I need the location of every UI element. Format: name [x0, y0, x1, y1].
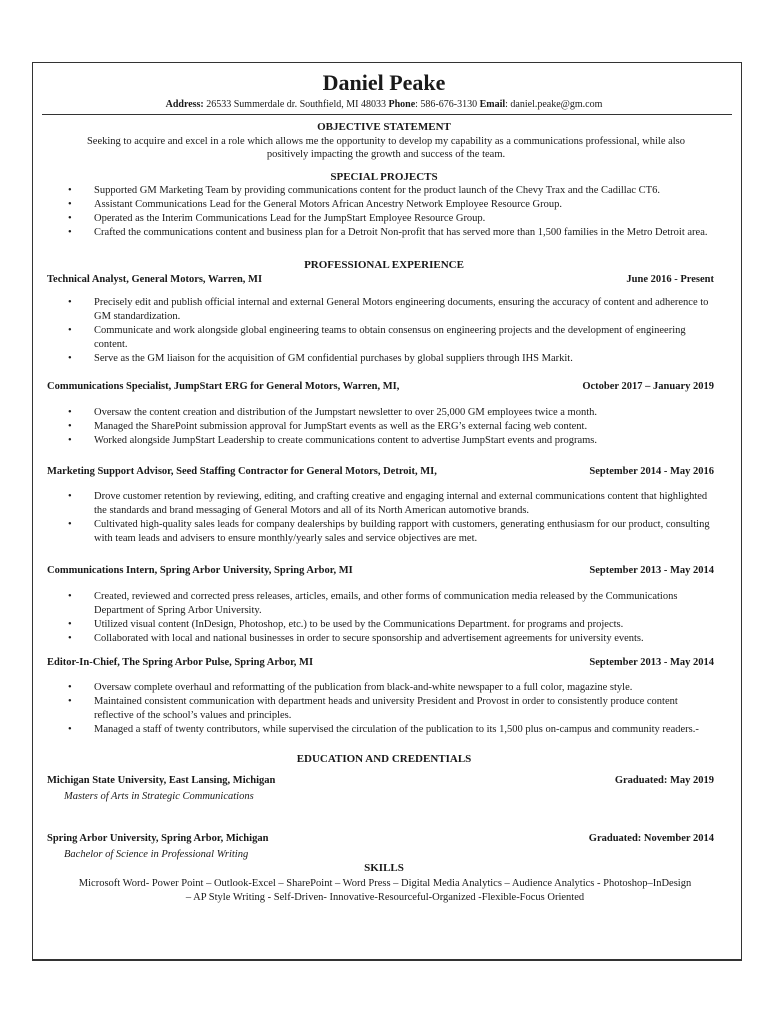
- job-title: Editor-In-Chief, The Spring Arbor Pulse, Spring Arbor, MI: [47, 657, 314, 668]
- school-name: Spring Arbor University, Spring Arbor, Michigan: [47, 833, 269, 844]
- job-title: Communications Specialist, JumpStart ERG for General Motors, Warren, MI,: [47, 381, 400, 392]
- email-label: Email: [479, 99, 506, 110]
- graduation-date: Graduated: November 2014: [588, 833, 714, 844]
- job-duties: [68, 296, 713, 366]
- graduation-date: Graduated: May 2019: [614, 775, 714, 786]
- list-item: • Cultivated high-quality sales leads for company dealerships by building rapport with customers, generating enthusiasm for our product, consulting with team leads and advisers to ensure monthly/yearly sales and service objectives are met.: [68, 518, 713, 546]
- list-item: • Precisely edit and publish official internal and external General Motors engineering documents, ensuring the accuracy of content and adherence to GM standardization.: [68, 296, 713, 324]
- candidate-name: Daniel Peake: [322, 70, 446, 95]
- school-name: Michigan State University, East Lansing, Michigan: [47, 775, 276, 786]
- education-heading: EDUCATION AND CREDENTIALS: [296, 753, 472, 765]
- list-item: • Communicate and work alongside global engineering teams to obtain consensus on engineering projects and the development of engineering content.: [68, 324, 713, 352]
- degree: Masters of Arts in Strategic Communications: [64, 791, 254, 802]
- experience-heading: PROFESSIONAL EXPERIENCE: [304, 259, 464, 271]
- contact-line: [0, 99, 768, 110]
- list-item: • Oversaw complete overhaul and reformatting of the publication from black-and-white newspaper to a full color, magazine style.: [68, 681, 713, 695]
- job-dates: September 2013 - May 2014: [589, 657, 714, 668]
- objective-line-1: Seeking to acquire and excel in a role which allows me the opportunity to develop my capability as a communications professional, while also: [86, 136, 686, 147]
- list-item: • Operated as the Interim Communications Lead for the JumpStart Employee Resource Group.: [68, 212, 713, 226]
- objective-line-2: positively impacting the growth and success of the team.: [266, 149, 506, 160]
- list-item: • Collaborated with local and national businesses in order to secure sponsorship and advertisement agreements for university events.: [68, 632, 713, 646]
- skills-line-1: Microsoft Word- Power Point – Outlook-Excel – SharePoint – Word Press – Digital Media Analytics – Audience Analytics - Photoshop–InDesign: [78, 878, 692, 889]
- projects-heading: SPECIAL PROJECTS: [330, 171, 438, 183]
- list-item: • Oversaw the content creation and distribution of the Jumpstart newsletter to over 25,000 GM employees twice a month.: [68, 406, 713, 420]
- page-shadow-line: [32, 960, 742, 961]
- job-title: Communications Intern, Spring Arbor University, Spring Arbor, MI: [47, 565, 353, 576]
- objective-heading: OBJECTIVE STATEMENT: [317, 121, 451, 133]
- job-title: Technical Analyst, General Motors, Warren, MI: [47, 274, 263, 285]
- list-item: • Managed the SharePoint submission approval for JumpStart events as well as the ERG’s external facing web content.: [68, 420, 713, 434]
- list-item: • Worked alongside JumpStart Leadership to create communications content to advertise JumpStart events and programs.: [68, 434, 713, 448]
- list-item: • Created, reviewed and corrected press releases, articles, emails, and other forms of communication media released by the Communications Department of Spring Arbor University.: [68, 590, 713, 618]
- phone-value: : 586-676-3130: [415, 99, 478, 110]
- job-title: Marketing Support Advisor, Seed Staffing Contractor for General Motors, Detroit, MI,: [47, 466, 437, 477]
- list-item: • Drove customer retention by reviewing, editing, and crafting creative and engaging internal and external communications content that highlighted the standards and brand messaging of General Motors and all of its North American automotive brands.: [68, 490, 713, 518]
- job-duties: [68, 490, 713, 546]
- list-item: • Managed a staff of twenty contributors, while supervised the circulation of the publication to its 1,500 plus on-campus and community readers.-: [68, 723, 713, 737]
- objective-text: [55, 135, 717, 161]
- job-dates: June 2016 - Present: [626, 274, 714, 285]
- job-duties: [68, 590, 713, 646]
- phone-label: Phone: [388, 99, 416, 110]
- projects-list: [68, 184, 713, 240]
- degree: Bachelor of Science in Professional Writing: [64, 849, 249, 860]
- list-item: • Assistant Communications Lead for the General Motors African Ancestry Network Employee Resource Group.: [68, 198, 713, 212]
- address-value: 26533 Summerdale dr. Southfield, MI 48033: [206, 99, 386, 110]
- skills-text: [45, 877, 725, 905]
- skills-line-2: – AP Style Writing - Self-Driven- Innovative-Resourceful-Organized -Flexible-Focus Oriented: [185, 892, 585, 903]
- email-value: : daniel.peake@gm.com: [505, 99, 603, 110]
- list-item: • Crafted the communications content and business plan for a Detroit Non-profit that has served more than 1,500 families in the Metro Detroit area.: [68, 226, 713, 240]
- list-item: • Serve as the GM liaison for the acquisition of GM confidential purchases by global suppliers through IHS Markit.: [68, 352, 713, 366]
- job-duties: [68, 406, 713, 448]
- job-dates: October 2017 – January 2019: [582, 381, 714, 392]
- job-dates: September 2013 - May 2014: [589, 565, 714, 576]
- list-item: • Supported GM Marketing Team by providing communications content for the product launch of the Chevy Trax and the Cadillac CT6.: [68, 184, 713, 198]
- header-divider: [42, 114, 732, 115]
- job-duties: [68, 681, 713, 737]
- list-item: • Maintained consistent communication with department heads and university President and Provost in order to consistently produce content reflective of the school’s values and principles.: [68, 695, 713, 723]
- job-dates: September 2014 - May 2016: [589, 466, 714, 477]
- list-item: • Utilized visual content (InDesign, Photoshop, etc.) to be used by the Communications Department. for programs and projects.: [68, 618, 713, 632]
- skills-heading: SKILLS: [364, 862, 404, 874]
- address-label: Address:: [165, 99, 204, 110]
